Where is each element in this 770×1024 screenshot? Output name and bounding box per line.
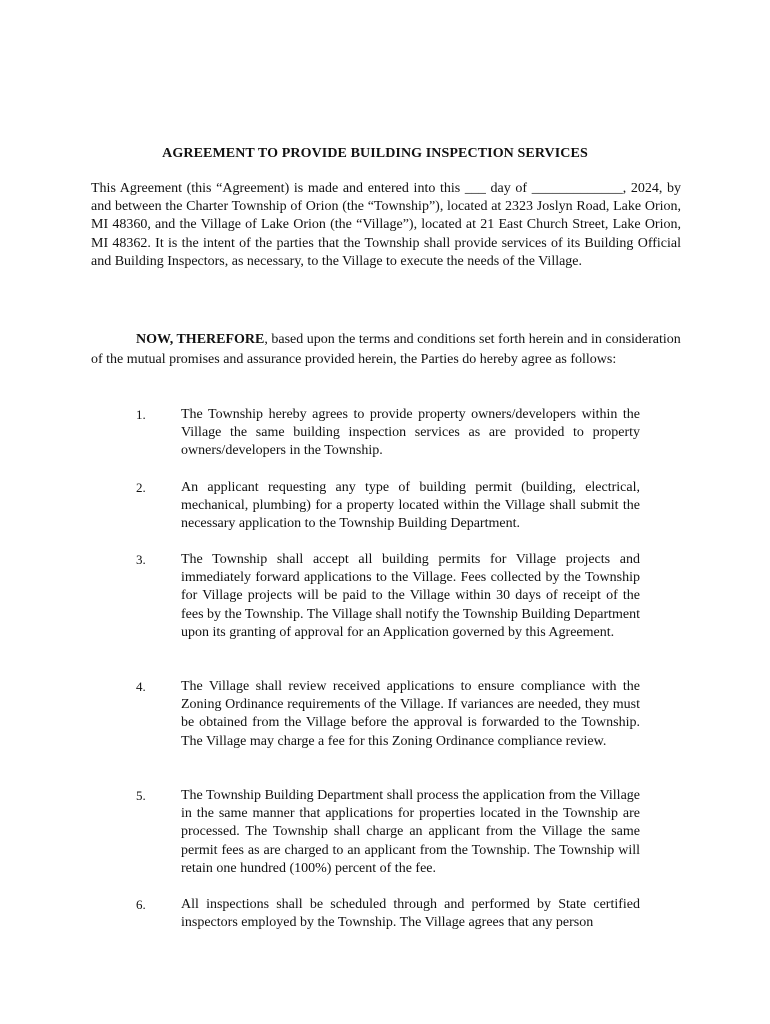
list-item-number: 4.: [136, 679, 146, 694]
list-item-number: 5.: [136, 788, 146, 803]
intro-paragraph: This Agreement (this “Agreement) is made and entered into this ___ day of _____________, 2024, by and between the Charter Township of Orion (the “Township”), located at 2323 Joslyn Road, Lake Orion, MI 48360, and the Village of Lake Orion (the “Village”), located at 21 East Church Street, Lake Orion, MI 48362. It is the intent of the parties that the Township shall provide services of its Building Official and Building Inspectors, as necessary, to the Village to execute the needs of the Village.: [91, 181, 681, 269]
therefore-heading: NOW, THEREFORE: [136, 332, 265, 347]
list-item-text: The Township hereby agrees to provide property owners/developers within the Village the same building inspection services as are provided to property owners/developers in the Township.: [181, 407, 640, 459]
list-item-number: 6.: [136, 897, 146, 912]
list-item-number: 3.: [136, 552, 146, 567]
list-item-text: The Township shall accept all building permits for Village projects and immediately forward applications to the Village. Fees collected by the Township for Village projects will be paid to the Village within 30 days of receipt of the fees by the Township. The Village shall notify the Township Building Department upon its granting of approval for an Application governed by this Agreement.: [181, 552, 640, 640]
list-item-number: 2.: [136, 480, 146, 495]
list-item-text: An applicant requesting any type of building permit (building, electrical, mechanical, plumbing) for a property located within the Village shall submit the necessary application to the Township Building Department.: [181, 480, 640, 532]
therefore-paragraph: [91, 330, 681, 370]
list-item-text: All inspections shall be scheduled through and performed by State certified inspectors employed by the Township. The Village agrees that any person: [181, 897, 640, 931]
therefore-text: , based upon the terms and conditions set forth herein and in consideration of the mutual promises and assurance provided herein, the Parties do hereby agree as follows:: [91, 332, 681, 367]
list-item-number: 1.: [136, 407, 146, 422]
list-item-text: The Township Building Department shall process the application from the Village in the same manner that applications for properties located in the Township are processed. The Township shall charge an applicant from the Village the same permit fees as are charged to an applicant from the Township. The Township will retain one hundred (100%) percent of the fee.: [181, 788, 640, 876]
agreement-title: AGREEMENT TO PROVIDE BUILDING INSPECTION SERVICES: [162, 146, 588, 161]
list-item-text: The Village shall review received applications to ensure compliance with the Zoning Ordinance requirements of the Village. If variances are needed, they must be obtained from the Village before the approval is forwarded to the Township. The Village may charge a fee for this Zoning Ordinance compliance review.: [181, 679, 640, 749]
